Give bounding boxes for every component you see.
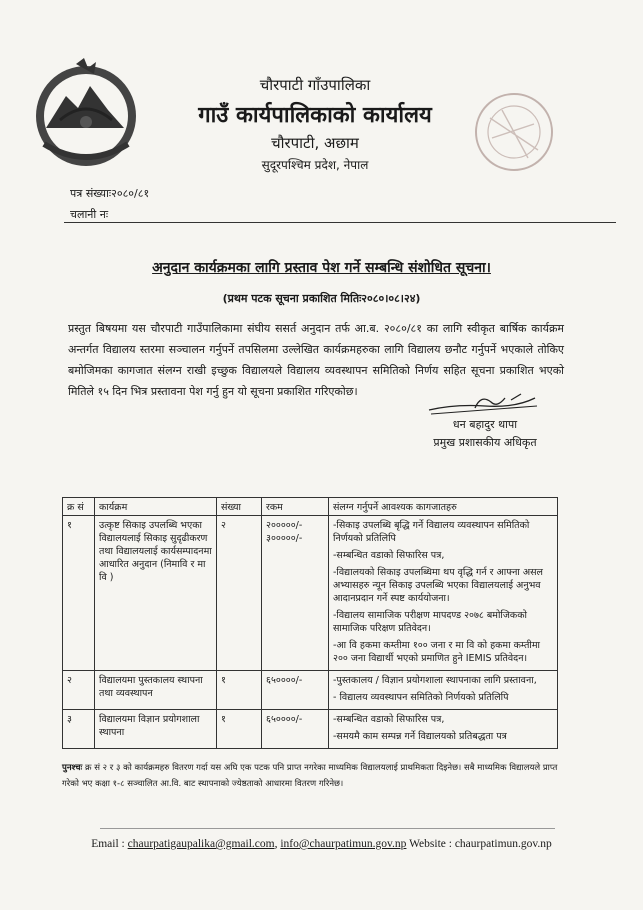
handwritten-signature bbox=[425, 390, 545, 416]
table-row bbox=[63, 710, 558, 749]
note-text: क्र सं २ र ३ को कार्यक्रमहरु वितरण गर्दा यस अघि एक पटक पनि प्राप्त नगरेका माध्यमिक विद्यालयलाई प्राथमिकता दिइनेछ। सबै माध्यमिक विद्यालयले प्राप्त गरेको भए कक्षा १-८ सञ्चालित आ.वि. बाट स्थापनाको ज्येष्ठताको आधारमा वितरण गरिनेछ। bbox=[62, 763, 558, 789]
postscript-note bbox=[62, 760, 562, 792]
reference-block bbox=[70, 183, 149, 225]
header-divider bbox=[64, 222, 616, 223]
table-row bbox=[63, 516, 558, 671]
notice-body: प्रस्तुत बिषयमा यस चौरपाटी गाउँपालिकामा संघीय ससर्त अनुदान तर्फ आ.ब. २०८०/८१ का लागि स्वीकृत बार्षिक कार्यक्रम अन्तर्गत विद्यालय स्तरमा सञ्चालन गर्नुपर्ने तपसिलमा उल्लेखित कार्यक्रमहरुका लागि विद्यालय छनौट गर्नुपर्ने भएकाले तोकिए बमोजिमका कागजात संलग्न राखी इच्छुक विद्यालयले विद्यालय व्यवस्थापन समितिको निर्णय सहित सूचना प्रकाशित भएको मितिले १५ दिन भित्र प्रस्तावना पेश गर्नु हुन यो सूचना प्रकाशित गरिएकोछ। bbox=[68, 322, 564, 398]
nepal-emblem-logo bbox=[26, 58, 146, 174]
office-location: चौरपाटी, अछाम bbox=[271, 134, 359, 152]
publish-date: (प्रथम पटक सूचना प्रकाशित मितिः२०८०।०८।२४) bbox=[222, 292, 421, 305]
signature-block bbox=[395, 390, 575, 452]
doc-item: - विद्यालय व्यवस्थापन समितिको निर्णयको प्रतिलिपि bbox=[333, 692, 509, 703]
office-stamp-seal bbox=[468, 88, 560, 176]
doc-item: -सिकाइ उपलब्धि बृद्धि गर्ने विद्यालय व्यवस्थापन समितिको निर्णयको प्रतिलिपि bbox=[333, 520, 530, 544]
doc-item: -आ वि हकमा कम्तीमा १०० जना र मा वि को हकमा कम्तीमा २०० जना विद्यार्थी भएको प्रमाणित हुने IEMIS प्रतिवेदन। bbox=[333, 640, 540, 664]
doc-item: -सम्बन्धित वडाको सिफारिस पत्र, bbox=[333, 714, 445, 725]
email-label: Email : bbox=[91, 838, 125, 850]
contact-footer bbox=[0, 838, 643, 850]
program-table bbox=[62, 497, 558, 749]
note-label: पुनश्चः bbox=[62, 763, 83, 773]
row-count: २ bbox=[217, 516, 262, 671]
row-documents bbox=[329, 710, 558, 749]
municipality-name: चौरपाटी गाँउपालिका bbox=[259, 76, 371, 94]
doc-item: -विद्यालय सामाजिक परीक्षण मापदण्ड २०७८ बमोजिकको सामाजिक परिक्षण प्रतिवेदन। bbox=[333, 610, 527, 634]
col-program: कार्यक्रम bbox=[95, 498, 217, 516]
row-amount: ६५००००/- bbox=[262, 710, 329, 749]
col-count: संख्या bbox=[217, 498, 262, 516]
office-header bbox=[150, 75, 480, 173]
doc-item: -पुस्तकालय / विज्ञान प्रयोगशाला स्थापनाका लागि प्रस्तावना, bbox=[333, 675, 537, 686]
row-documents bbox=[329, 671, 558, 710]
email-link-2[interactable]: info@chaurpatimun.gov.np bbox=[280, 838, 407, 850]
office-name: गाउँ कार्यपालिकाको कार्यालय bbox=[198, 103, 432, 128]
footer-divider bbox=[100, 828, 555, 829]
notice-title: अनुदान कार्यक्रमका लागि प्रस्ताव पेश गर्ने सम्बन्धि संशोधित सूचना। bbox=[152, 260, 491, 276]
amount-value: ३०००००/- bbox=[266, 533, 303, 544]
row-sn: २ bbox=[63, 671, 95, 710]
row-program: उत्कृष्ट सिकाइ उपलब्धि भएका विद्यालयलाई सिकाइ सुदृढीकरण तथा विद्यालयलाई कार्यसम्पादनमा आधारित अनुदान (निमावि र मा वि ) bbox=[95, 516, 217, 671]
email-link-1[interactable]: chaurpatigaupalika@gmail.com bbox=[127, 838, 275, 850]
row-program: विद्यालयमा पुस्तकालय स्थापना तथा व्यवस्थापन bbox=[95, 671, 217, 710]
row-sn: १ bbox=[63, 516, 95, 671]
website-link[interactable]: chaurpatimun.gov.np bbox=[454, 838, 552, 850]
row-count: १ bbox=[217, 671, 262, 710]
table-header-row bbox=[63, 498, 558, 516]
doc-item: -विद्यालयको सिकाइ उपलब्धिमा थप वृद्धि गर्न र आफ्ना असल अभ्यासहरु न्यून सिकाइ उपलब्धि भएका विद्यालयलाई अनुभव आदानप्रदान गर्ने स्पष्ट कार्ययोजना। bbox=[333, 567, 543, 604]
signatory-title: प्रमुख प्रशासकीय अधिकृत bbox=[433, 436, 537, 449]
row-amount bbox=[262, 516, 329, 671]
doc-item: -समयमै काम सम्पन्न गर्ने विद्यालयको प्रतिबद्धता पत्र bbox=[333, 731, 507, 742]
province-country: सुदूरपश्चिम प्रदेश, नेपाल bbox=[261, 158, 369, 172]
signatory-name: धन बहादुर थापा bbox=[452, 418, 518, 431]
website-label: Website : bbox=[409, 838, 452, 850]
dispatch-number: चलानी नः bbox=[70, 208, 109, 221]
row-program: विद्यालयमा विज्ञान प्रयोगशाला स्थापना bbox=[95, 710, 217, 749]
col-sn: क्र सं bbox=[63, 498, 95, 516]
doc-item: -सम्बन्धित वडाको सिफारिस पत्र, bbox=[333, 550, 445, 561]
col-amount: रकम bbox=[262, 498, 329, 516]
letter-number: पत्र संख्याः२०८०/८१ bbox=[70, 187, 150, 200]
footer-separator: , bbox=[274, 838, 278, 850]
col-documents: संलग्न गर्नुपर्ने आवश्यक कागजातहरु bbox=[329, 498, 558, 516]
amount-value: २०००००/- bbox=[266, 520, 303, 531]
row-amount: ६५००००/- bbox=[262, 671, 329, 710]
row-sn: ३ bbox=[63, 710, 95, 749]
table-row bbox=[63, 671, 558, 710]
row-documents bbox=[329, 516, 558, 671]
row-count: १ bbox=[217, 710, 262, 749]
